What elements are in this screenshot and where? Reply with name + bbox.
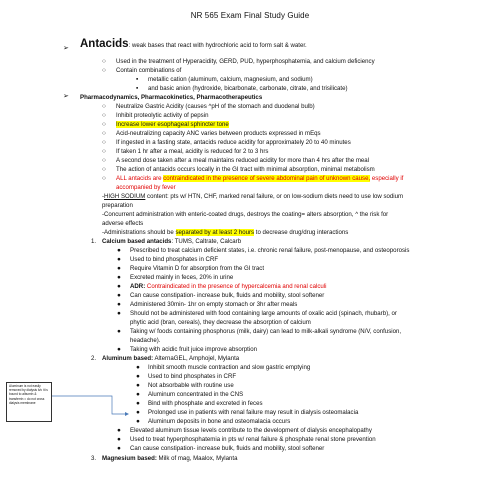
- aluminum-item: Not absorbable with routine use: [148, 382, 234, 389]
- dot-bullet-icon: ●: [136, 364, 140, 371]
- concurrent-note: -Concurrent administration with enteric-coated drugs, destroys the coating= alters absorption, ^ the risk for: [102, 211, 389, 218]
- all-antacids-warning-cont: accompanied by fever: [116, 184, 176, 191]
- pharm-item: Neutralize Gastric Acidity (causes ^pH of the stomach and duodenal bulb): [116, 103, 315, 110]
- calcium-item: Taking w/ foods containing phosphorus (milk, dairy) can lead to milk-alkali syndrome (N/V, confusion,: [130, 328, 402, 335]
- calcium-item: Require Vitamin D for absorption from the GI tract: [130, 265, 265, 272]
- circle-bullet-icon: ○: [102, 130, 106, 137]
- aluminum-item: Used to treat hyperphosphatemia in pts w/ renal failure & phosphate renal stone prevention: [130, 436, 376, 443]
- aluminum-item: Used to bind phosphates in CRF: [148, 373, 237, 380]
- calcium-item: Administered 30min- 1hr on empty stomach or 3hr after meals: [130, 301, 298, 308]
- pharm-item: The action of antacids occurs locally in the GI tract with minimal absorption, minimal metabolism: [116, 166, 375, 173]
- dot-bullet-icon: ●: [117, 247, 121, 254]
- square-bullet-icon: ▪: [136, 76, 139, 83]
- dot-bullet-icon: ●: [117, 445, 121, 452]
- all-antacids-warning: ALL antacids are contraindicated in the presence of severe abdominal pain of unknown cause, especially if: [116, 175, 404, 182]
- dot-bullet-icon: ●: [117, 436, 121, 443]
- circle-bullet-icon: ○: [102, 175, 106, 182]
- calcium-item: Taking with acidic fruit juice improve absorption: [130, 346, 258, 353]
- dot-bullet-icon: ●: [136, 391, 140, 398]
- circle-bullet-icon: ○: [102, 121, 106, 128]
- circle-bullet-icon: ○: [102, 166, 106, 173]
- calcium-heading: Calcium based antacids: TUMS, Caltrate, Calcarb: [102, 238, 242, 245]
- circle-bullet-icon: ○: [102, 112, 106, 119]
- calcium-item: Can cause constipation- increase bulk, fluids and mobility, stool softener: [130, 292, 325, 299]
- magnesium-number: 3.: [91, 455, 97, 462]
- circle-bullet-icon: ○: [102, 67, 106, 74]
- circle-bullet-icon: ○: [102, 103, 106, 110]
- aluminum-item: Inhibit smooth muscle contraction and slow gastric emptying: [148, 364, 311, 371]
- pharm-item: If taken 1 hr after a meal, acidity is reduced for 2 to 3 hrs: [116, 148, 269, 155]
- dot-bullet-icon: ●: [117, 346, 121, 353]
- dot-bullet-icon: ●: [117, 256, 121, 263]
- pharm-item: Inhibit proteolytic activity of pepsin: [116, 112, 209, 119]
- magnesium-heading: Magnesium based: Milk of mag, Maalox, Mylanta: [102, 455, 238, 462]
- page-title: NR 565 Exam Final Study Guide: [190, 11, 310, 20]
- aluminum-item: Elevated aluminum tissue levels contribute to the development of dialysis encephalopathy: [130, 427, 372, 434]
- aluminum-number: 2.: [91, 355, 97, 362]
- circle-bullet-icon: ○: [102, 58, 106, 65]
- antacids-definition: : weak bases that react with hydrochloric acid to form salt & water.: [128, 42, 307, 49]
- pharm-item: A second dose taken after a meal maintains reduced acidity for more than 4 hrs after the meal: [116, 157, 370, 164]
- antacids-item: Used in the treatment of Hyperacidity, GERD, PUD, hyperphosphatemia, and calcium deficiency: [116, 58, 375, 65]
- antacids-heading: Antacids: [80, 38, 129, 50]
- dot-bullet-icon: ●: [136, 373, 140, 380]
- antacids-sub-item: and basic anion (hydroxide, bicarbonate, carbonate, citrate, and trisilicate): [148, 85, 348, 92]
- calcium-item: Excreted mainly in feces, 20% in urine: [130, 274, 234, 281]
- dot-bullet-icon: ●: [136, 418, 140, 425]
- high-sodium-note-cont: preparation: [102, 202, 133, 209]
- arrow-bullet-icon: ➢: [63, 93, 69, 100]
- administration-note: -Administrations should be separated by at least 2 hours to decrease drug/drug interactions: [102, 229, 349, 236]
- dot-bullet-icon: ●: [117, 301, 121, 308]
- high-sodium-note: -HIGH SODIUM content: pts w/ HTN, CHF, marked renal failure, or on low-sodium diets need to use low sodium: [102, 193, 404, 200]
- calcium-adr: ADR: Contraindicated in the presence of hypercalcemia and renal calculi: [130, 283, 327, 290]
- dot-bullet-icon: ●: [117, 310, 121, 317]
- calcium-item: Prescribed to treat calcium deficient states, i.e. chronic renal failure, post-menopause, and osteoporosis: [130, 247, 410, 254]
- side-comment-note: Aluminum is not easily removed by dialysis b/c it is bound to albumin & transferrin = do not cross dialysis membrane: [6, 382, 52, 422]
- calcium-item-cont: headache).: [130, 337, 161, 344]
- aluminum-item: Aluminum deposits in bone and osteomalacia occurs: [148, 418, 291, 425]
- dot-bullet-icon: ●: [117, 328, 121, 335]
- circle-bullet-icon: ○: [102, 157, 106, 164]
- dot-bullet-icon: ●: [117, 283, 121, 290]
- dot-bullet-icon: ●: [136, 409, 140, 416]
- dot-bullet-icon: ●: [117, 292, 121, 299]
- aluminum-item: Bind with phosphate and excreted in feces: [148, 400, 263, 407]
- dot-bullet-icon: ●: [117, 265, 121, 272]
- aluminum-item: Can cause constipation- increase bulk, fluids and mobility, stool softener: [130, 445, 325, 452]
- pharm-item: If ingested in a fasting state, antacids reduce acidity for approximately 20 to 40 minutes: [116, 139, 351, 146]
- pharm-heading: Pharmacodynamics, Pharmacokinetics, Pharmacotherapeutics: [80, 94, 263, 101]
- aluminum-item: Prolonged use in patients with renal failure may result in dialysis osteomalacia: [148, 409, 359, 416]
- antacids-heading-line: [80, 38, 307, 50]
- antacids-item: Contain combinations of: [116, 67, 182, 74]
- arrow-bullet-icon: ➢: [63, 45, 69, 52]
- calcium-item-cont: phytic acid (bran, cereals), they decrease the absorption of calcium: [130, 319, 311, 326]
- circle-bullet-icon: ○: [102, 139, 106, 146]
- dot-bullet-icon: ●: [117, 274, 121, 281]
- aluminum-item: Aluminum concentrated in the CNS: [148, 391, 244, 398]
- circle-bullet-icon: ○: [102, 148, 106, 155]
- square-bullet-icon: ▪: [136, 85, 139, 92]
- calcium-item: Should not be administered with food containing large amounts of oxalic acid (spinach, rhubarb), or: [130, 310, 397, 317]
- calcium-item: Used to bind phosphates in CRF: [130, 256, 219, 263]
- dot-bullet-icon: ●: [136, 382, 140, 389]
- concurrent-note-cont: adverse effects: [102, 220, 144, 227]
- pharm-item: Acid-neutralizing capacity ANC varies between products expressed in mEqs: [116, 130, 321, 137]
- antacids-sub-item: metallic cation (aluminum, calcium, magnesium, and sodium): [148, 76, 313, 83]
- dot-bullet-icon: ●: [117, 427, 121, 434]
- aluminum-heading: Aluminum based: AlternaGEL, Amphojel, Mylanta: [102, 355, 240, 362]
- dot-bullet-icon: ●: [136, 400, 140, 407]
- pharm-item-highlighted: Increase lower esophageal sphincter tone: [116, 121, 229, 128]
- calcium-number: 1.: [91, 238, 97, 245]
